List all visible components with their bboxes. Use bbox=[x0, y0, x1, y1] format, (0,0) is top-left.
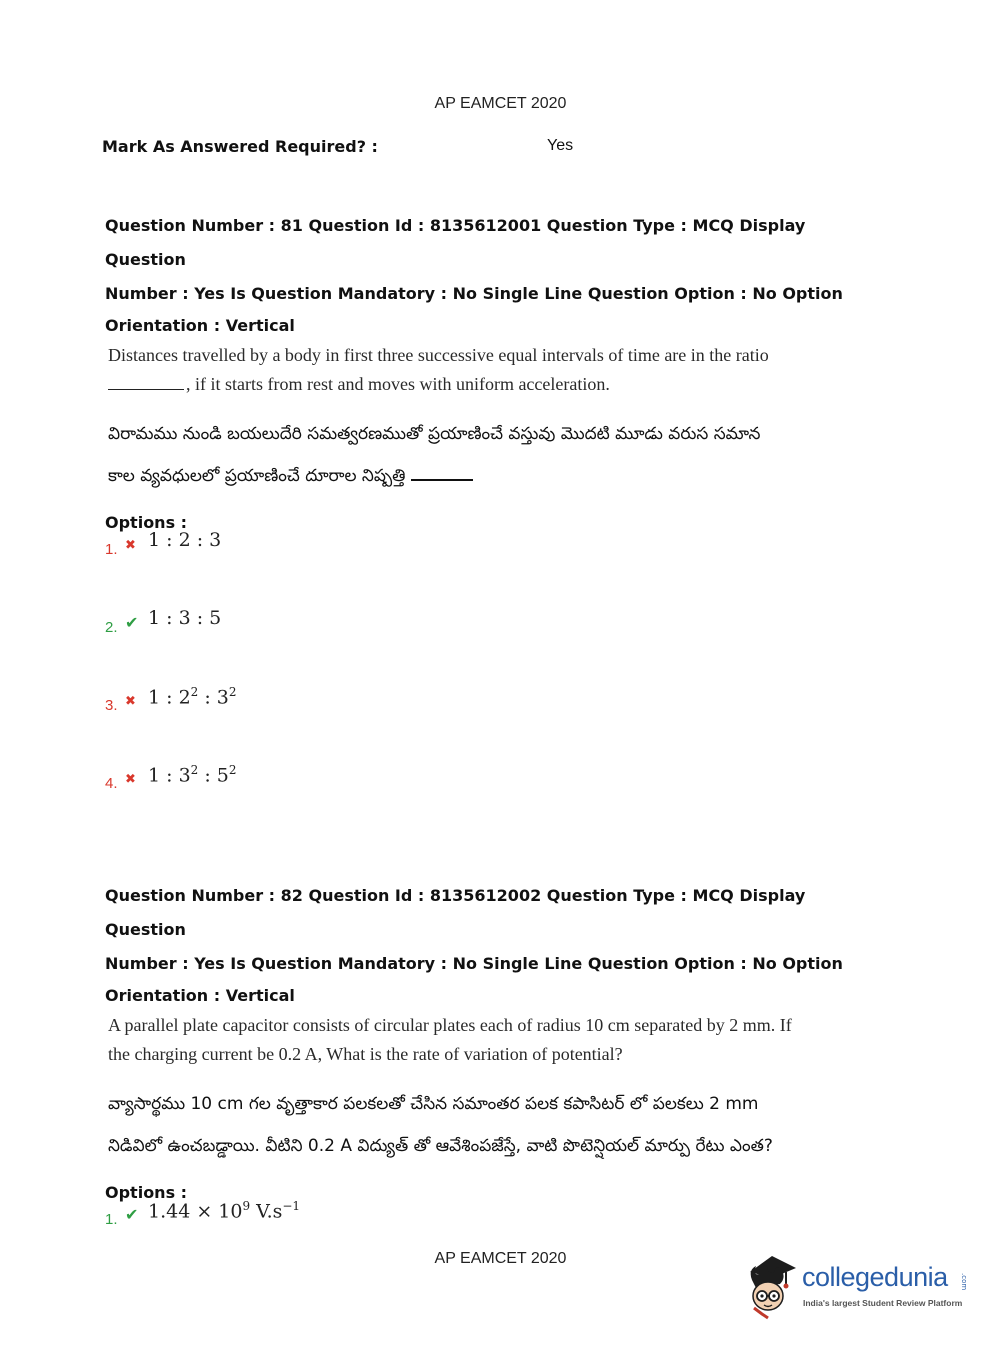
question-english-line-2-wrap bbox=[108, 370, 865, 399]
question-english-line-2: , if it starts from rest and moves with uniform acceleration. bbox=[186, 374, 610, 394]
option-value-exponent-2: 2 bbox=[228, 763, 237, 777]
question-meta-line: Orientation : Vertical bbox=[105, 316, 295, 335]
option-value-exponent-1: 9 bbox=[242, 1199, 251, 1213]
option-value bbox=[148, 763, 237, 786]
mark-answered-row bbox=[102, 137, 622, 159]
collegedunia-logo[interactable] bbox=[742, 1250, 972, 1320]
mark-answered-label: Mark As Answered Required? : bbox=[102, 137, 378, 156]
question-meta-line: Number : Yes Is Question Mandatory : No Single Line Question Option : No Option bbox=[105, 954, 843, 973]
question-english-line-1: Distances travelled by a body in first three successive equal intervals of time are in the ratio bbox=[108, 345, 769, 365]
mascot-icon bbox=[742, 1250, 802, 1320]
option-value-base-2: V.s bbox=[250, 1200, 283, 1223]
logo-domain-suffix: .com bbox=[960, 1273, 968, 1291]
question-telugu-line-1: వ్యాసార్థము 10 cm గల వృత్తాకార పలకలతో చేసిన సమాంతర పలక కపాసిటర్ లో పలకలు 2 mm bbox=[108, 1094, 759, 1114]
question-telugu-line-2: కాల వ్యవధులలో ప్రయాణించే దూరాల నిష్పత్తి bbox=[108, 466, 406, 486]
question-telugu-line-2: నిడివిలో ఉంచబడ్డాయి. వీటిని 0.2 A విద్యుత్ తో ఆవేశింపజేస్తే, వాటి పొటెన్షియల్ మార్పు రేటు ఎంత? bbox=[108, 1136, 773, 1156]
options-label: Options : bbox=[105, 1183, 188, 1202]
question-telugu-line-2-wrap bbox=[108, 455, 865, 497]
question-meta-line: Orientation : Vertical bbox=[105, 986, 295, 1005]
cross-icon: ✖ bbox=[125, 772, 136, 787]
option-value-base-2: : 5 bbox=[198, 764, 229, 787]
option-value bbox=[148, 1199, 300, 1222]
option-number: 1. bbox=[105, 541, 118, 558]
option-value: 1 : 3 : 5 bbox=[148, 607, 222, 629]
question-text-english bbox=[108, 341, 865, 399]
question-telugu-line-1: విరామము నుండి బయలుదేరి సమత్వరణముతో ప్రయాణించే వస్తువు మొదటి మూడు వరుస సమాన bbox=[108, 424, 761, 444]
question-meta-line: Question Number : 82 Question Id : 8135612002 Question Type : MCQ Display Question bbox=[105, 886, 806, 939]
answer-blank bbox=[108, 388, 184, 390]
option-value-exponent-2: −1 bbox=[282, 1199, 301, 1213]
logo-wordmark: collegedunia bbox=[802, 1262, 948, 1292]
option-value-base-1: 1.44 × 10 bbox=[148, 1200, 243, 1223]
question-text-telugu bbox=[108, 1083, 865, 1167]
check-icon: ✔ bbox=[125, 1205, 139, 1224]
option-value bbox=[148, 685, 237, 708]
logo-tagline: India's largest Student Review Platform bbox=[803, 1298, 963, 1308]
option-value-exponent-1: 2 bbox=[190, 685, 199, 699]
question-82 bbox=[105, 879, 865, 1202]
option-value-exponent-2: 2 bbox=[228, 685, 237, 699]
option-value-base-2: : 3 bbox=[198, 686, 229, 709]
question-meta-line: Question Number : 81 Question Id : 8135612001 Question Type : MCQ Display Question bbox=[105, 216, 806, 269]
mark-answered-value: Yes bbox=[547, 137, 574, 154]
option-number: 3. bbox=[105, 697, 118, 714]
footer-title: AP EAMCET 2020 bbox=[434, 1250, 567, 1267]
option-value-base-1: 1 : 2 bbox=[148, 686, 191, 709]
option-value-base-1: 1 : 3 bbox=[148, 764, 191, 787]
question-english-line-1: A parallel plate capacitor consists of circular plates each of radius 10 cm separated by 2 mm. If bbox=[108, 1015, 792, 1035]
answer-blank-telugu bbox=[411, 478, 473, 481]
question-meta-line: Number : Yes Is Question Mandatory : No Single Line Question Option : No Option bbox=[105, 284, 843, 303]
option-value: 1 : 2 : 3 bbox=[148, 529, 222, 551]
option-value-exponent-1: 2 bbox=[190, 763, 199, 777]
question-81 bbox=[105, 209, 865, 532]
option-number: 2. bbox=[105, 619, 118, 636]
question-text-telugu bbox=[108, 413, 865, 497]
options-label: Options : bbox=[105, 513, 188, 532]
cross-icon: ✖ bbox=[125, 538, 136, 553]
option-number: 4. bbox=[105, 775, 118, 792]
check-icon: ✔ bbox=[125, 613, 139, 632]
header-title: AP EAMCET 2020 bbox=[434, 95, 567, 112]
question-english-line-2: the charging current be 0.2 A, What is the rate of variation of potential? bbox=[108, 1044, 623, 1064]
cross-icon: ✖ bbox=[125, 694, 136, 709]
option-number: 1. bbox=[105, 1211, 118, 1228]
question-text-english bbox=[108, 1011, 865, 1069]
